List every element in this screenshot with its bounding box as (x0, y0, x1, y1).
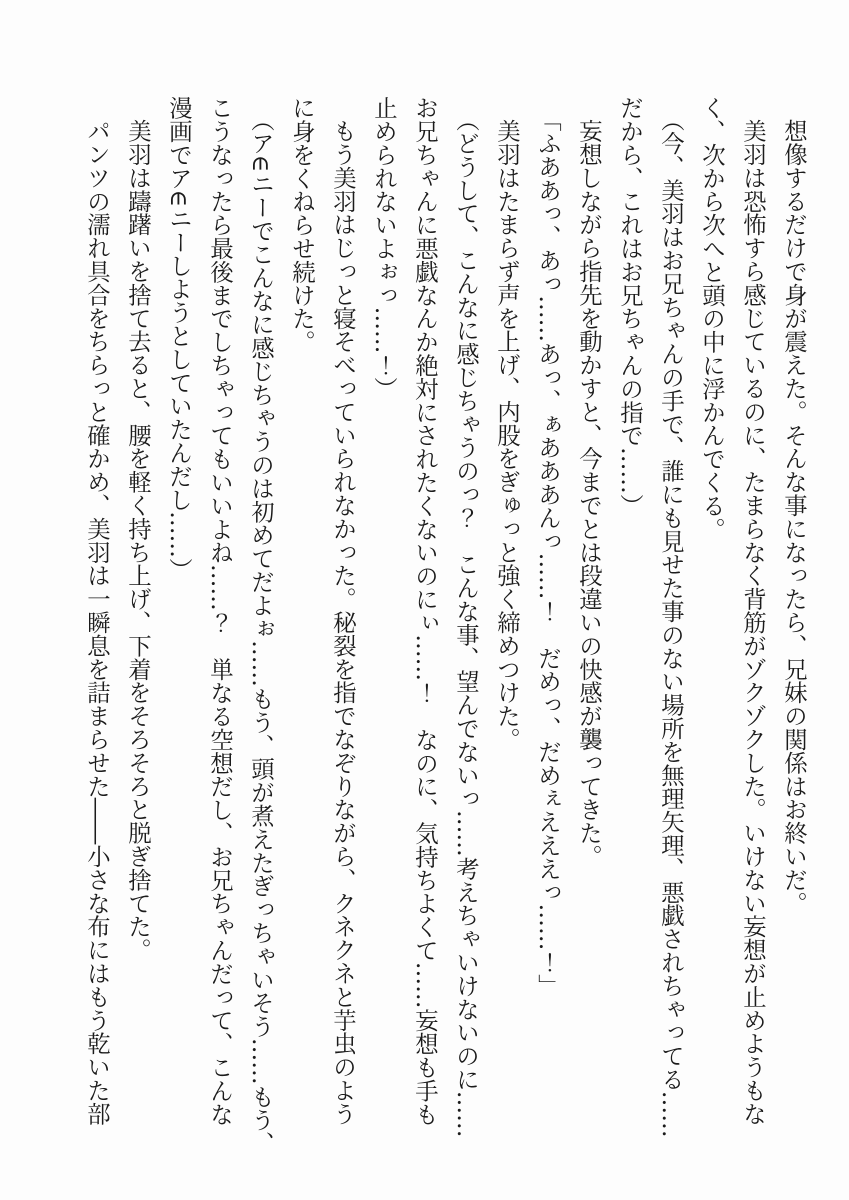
text-line: 美羽は躊躇いを捨て去ると、腰を軽く持ち上げ、下着をそろそろと脱ぎ捨てた。 (124, 119, 152, 962)
text-line: 妄想しながら指先を動かすと、今までとは段違いの快感が襲ってきた。 (575, 119, 603, 869)
text-line: に身をくねらせ続けた。 (288, 96, 316, 354)
text-line: 美羽はたまらず声を上げ、内股をぎゅっと強く締めつけた。 (493, 119, 521, 752)
text-line: パンツの濡れ具合をちらっと確かめ、美羽は一瞬息を詰まらせた――小さな布にはもう乾いた部 (83, 119, 111, 1126)
text-line: （ア∈ニーでこんなに感じちゃうのは初めてだよぉ……もう、頭が煮えたぎっちゃいそう……もう、 (247, 107, 275, 1155)
vertical-text-block (76, 96, 814, 1155)
text-line: こうなったら最後までしちゃってもいいよね……？ 単なる空想だし、お兄ちゃんだって、こんな (206, 96, 234, 1126)
text-line: だから、これはお兄ちゃんの指で……） (616, 96, 644, 518)
text-line: 想像するだけで身が震えた。そんな事になったら、兄妹の関係はお終いだ。 (780, 119, 808, 915)
text-line: （どうして、こんなに感じちゃうのっ？ こんな事、望んでないっ……考えちゃいけないのに…… (452, 107, 480, 1138)
text-line: もう美羽はじっと寝そべっていられなかった。秘裂を指でなぞりながら、クネクネと芋虫のよう (329, 119, 357, 1126)
text-line: 美羽は恐怖すら感じているのに、たまらなく背筋がゾクゾクした。いけない妄想が止めようもな (739, 119, 767, 1126)
text-line: 止められないよぉっ……！） (370, 96, 398, 401)
text-line: お兄ちゃんに悪戯なんか絶対にされたくないのにぃ……！ なのに、気持ちよくて……妄想も手も (411, 96, 439, 1126)
text-line: 「ふああっ、あっ……あっ、ぁあああんっ……！ だめっ、だめぇえええっ……！」 (534, 107, 562, 997)
text-line: 漫画でア∈ニーしようとしていたんだし……） (165, 96, 193, 582)
text-line: く、次から次へと頭の中に浮かんでくる。 (698, 96, 726, 541)
text-line: （今、美羽はお兄ちゃんの手で、誰にも見せた事のない場所を無理矢理、悪戯されちゃってる…… (657, 107, 685, 1138)
